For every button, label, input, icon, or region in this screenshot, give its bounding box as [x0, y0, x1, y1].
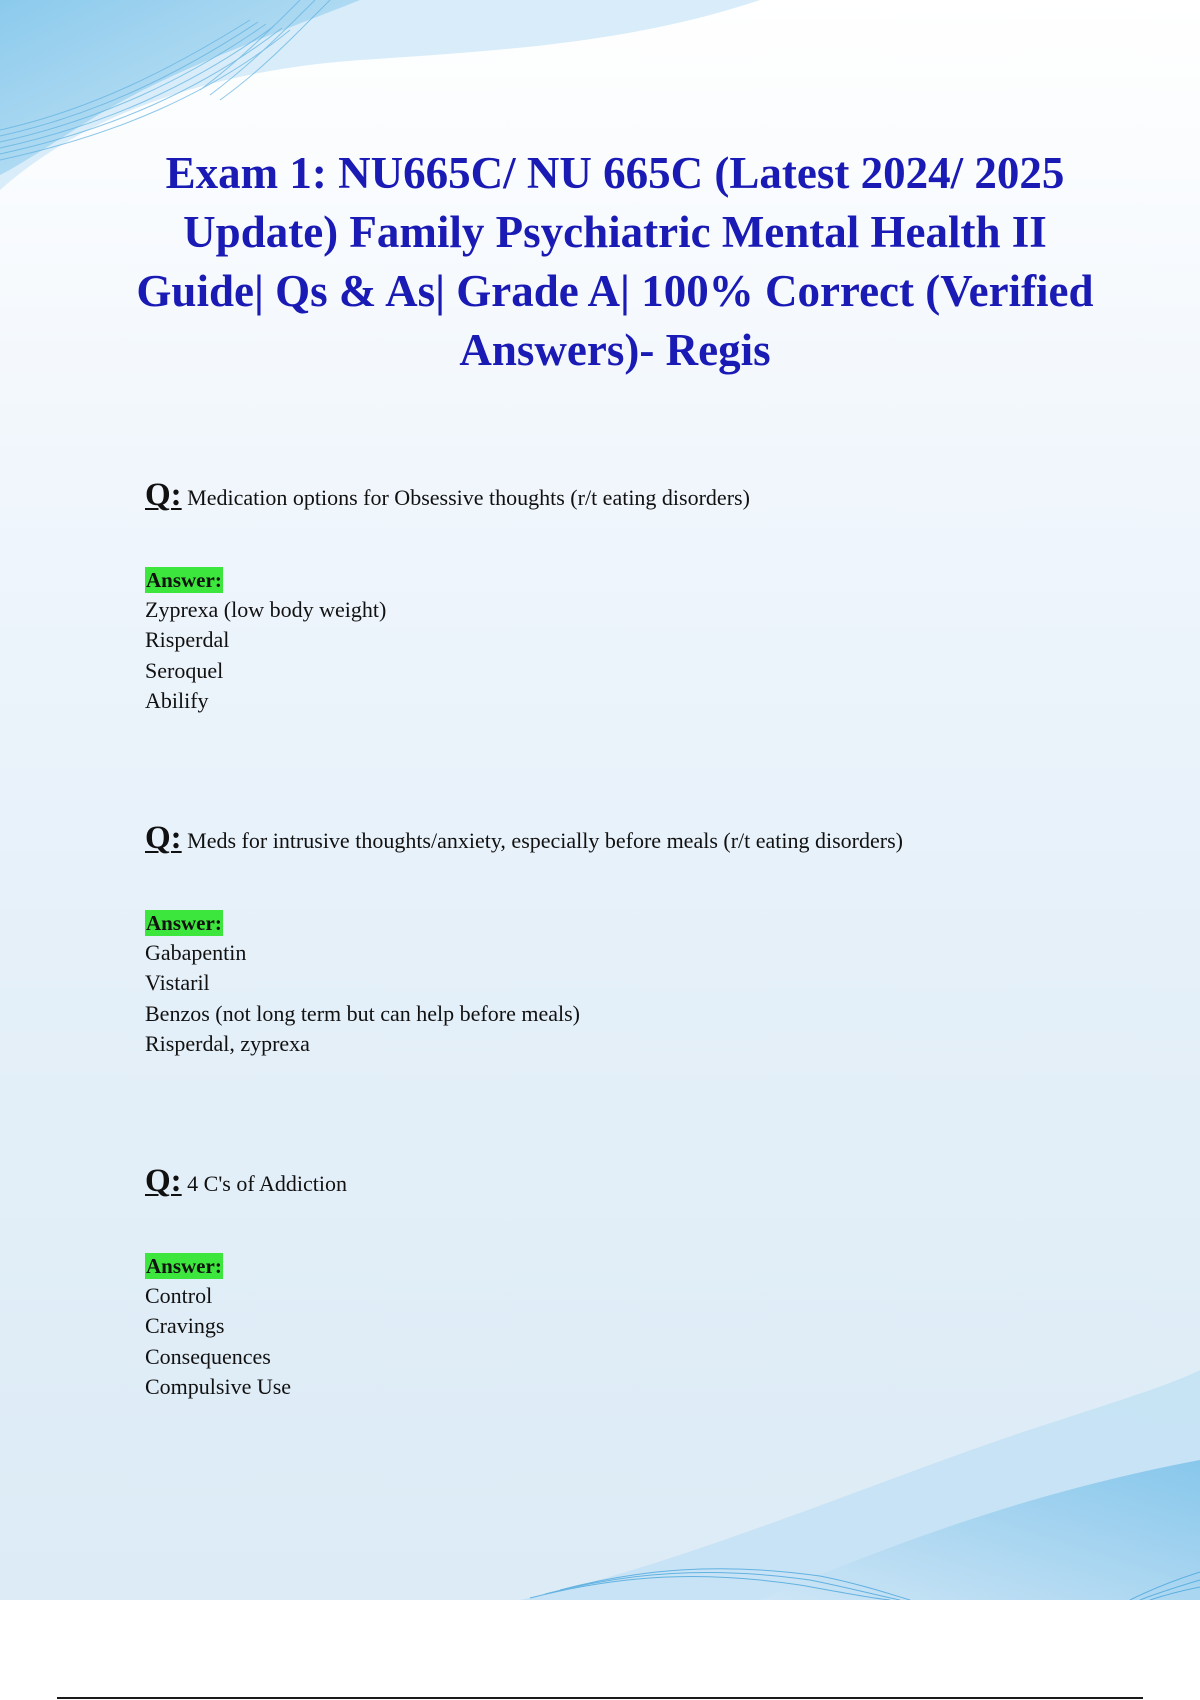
answer-line: Consequences — [145, 1343, 271, 1369]
question-prefix: Q: — [145, 820, 182, 856]
footer-divider — [57, 1697, 1143, 1699]
question-line — [145, 820, 1105, 856]
answer-line: Risperdal — [145, 627, 230, 653]
answer-label: Answer: — [146, 1254, 222, 1278]
answer-label: Answer: — [146, 568, 222, 592]
answer-line: Abilify — [145, 688, 209, 714]
qa-item — [145, 477, 1105, 717]
qa-item — [145, 1163, 1105, 1403]
answer-list — [145, 938, 1105, 1060]
question-text: 4 C's of Addiction — [187, 1171, 347, 1196]
answer-list — [145, 595, 1105, 717]
question-text: Meds for intrusive thoughts/anxiety, especially before meals (r/t eating disorders) — [187, 828, 903, 853]
qa-item — [145, 820, 1105, 1060]
answer-label: Answer: — [146, 911, 222, 935]
question-line — [145, 477, 1105, 513]
answer-line: Cravings — [145, 1313, 225, 1339]
answer-line: Compulsive Use — [145, 1374, 292, 1400]
answer-line: Risperdal, zyprexa — [145, 1031, 310, 1057]
answer-line: Seroquel — [145, 657, 224, 683]
question-line — [145, 1163, 1105, 1199]
question-text: Medication options for Obsessive thoughts (r/t eating disorders) — [187, 485, 750, 510]
answer-line: Vistaril — [145, 970, 210, 996]
answer-line: Zyprexa (low body weight) — [145, 597, 387, 622]
question-prefix: Q: — [145, 1163, 182, 1199]
answer-line: Benzos (not long term but can help before meals) — [145, 1000, 580, 1026]
answer-line: Control — [145, 1283, 213, 1308]
answer-list — [145, 1281, 1105, 1403]
document-title: Exam 1: NU665C/ NU 665C (Latest 2024/ 2025 Update) Family Psychiatric Mental Health II Guide| Qs & As| Grade A| 100% Correct (Verified Answers)- Regis — [136, 148, 1094, 375]
answer-line: Gabapentin — [145, 940, 247, 965]
question-prefix: Q: — [145, 477, 182, 513]
